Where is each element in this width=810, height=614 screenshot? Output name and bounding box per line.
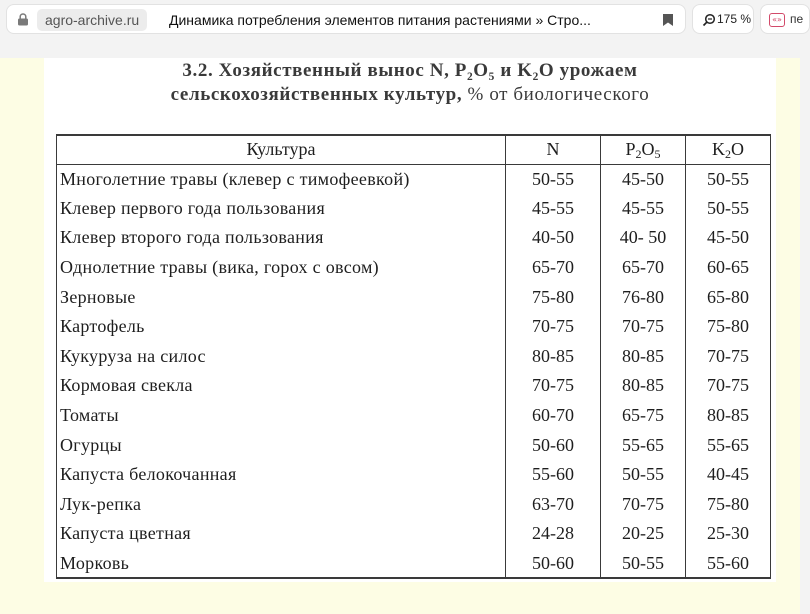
- domain-chip[interactable]: agro-archive.ru: [37, 9, 147, 31]
- k2o-value-cell: 70-75: [686, 371, 771, 401]
- p2o5-value-cell: 45-55: [601, 194, 686, 224]
- table-row: [57, 460, 771, 490]
- crop-name-cell: Огурцы: [57, 430, 506, 460]
- crop-name-cell: Капуста белокочанная: [57, 460, 506, 490]
- zoom-level: 175 %: [717, 12, 752, 26]
- p2o5-value-cell: 45-50: [601, 164, 686, 194]
- n-value-cell: 50-60: [506, 549, 601, 579]
- p2o5-value-cell: 80-85: [601, 342, 686, 372]
- table-row: [57, 223, 771, 253]
- header-crop: Культура: [57, 135, 506, 164]
- table-row: [57, 549, 771, 579]
- p2o5-value-cell: 70-75: [601, 312, 686, 342]
- crop-name-cell: Картофель: [57, 312, 506, 342]
- zoom-control[interactable]: [692, 4, 754, 34]
- n-value-cell: 24-28: [506, 519, 601, 549]
- n-value-cell: 75-80: [506, 282, 601, 312]
- p2o5-value-cell: 70-75: [601, 490, 686, 520]
- k2o-value-cell: 75-80: [686, 312, 771, 342]
- p2o5-value-cell: 76-80: [601, 282, 686, 312]
- n-value-cell: 40-50: [506, 223, 601, 253]
- crop-name-cell: Многолетние травы (клевер с тимофеевкой): [57, 164, 506, 194]
- extension-button[interactable]: [760, 4, 810, 34]
- table-row: [57, 342, 771, 372]
- page-content: [0, 58, 800, 614]
- crop-name-cell: Клевер второго года пользования: [57, 223, 506, 253]
- table-row: [57, 519, 771, 549]
- k2o-value-cell: 70-75: [686, 342, 771, 372]
- p2o5-value-cell: 40- 50: [601, 223, 686, 253]
- header-p2o5: $P_2O_5$: [601, 135, 686, 164]
- p2o5-value-cell: 55-65: [601, 430, 686, 460]
- n-value-cell: 70-75: [506, 371, 601, 401]
- k2o-value-cell: 50-55: [686, 164, 771, 194]
- crop-name-cell: Клевер первого года пользования: [57, 194, 506, 224]
- p2o5-value-cell: 20-25: [601, 519, 686, 549]
- table-row: [57, 430, 771, 460]
- crop-name-cell: Зерновые: [57, 282, 506, 312]
- table-row: [57, 282, 771, 312]
- table-row: [57, 490, 771, 520]
- n-value-cell: 65-70: [506, 253, 601, 283]
- browser-toolbar: [0, 0, 804, 40]
- k2o-value-cell: 80-85: [686, 401, 771, 431]
- k2o-value-cell: 55-65: [686, 430, 771, 460]
- nutrient-table: [56, 134, 771, 579]
- crop-name-cell: Капуста цветная: [57, 519, 506, 549]
- n-value-cell: 50-60: [506, 430, 601, 460]
- crop-name-cell: Кормовая свекла: [57, 371, 506, 401]
- extension-label: пе: [790, 12, 804, 26]
- table-row: [57, 312, 771, 342]
- page-title[interactable]: Динамика потребления элементов питания растениями » Стро...: [169, 12, 591, 28]
- p2o5-value-cell: 80-85: [601, 371, 686, 401]
- k2o-value-cell: 55-60: [686, 549, 771, 579]
- heading-bold-part: сельскохозяйственных культур,: [170, 84, 463, 105]
- p2o5-value-cell: 50-55: [601, 549, 686, 579]
- quote-icon: «»: [769, 13, 785, 27]
- heading-normal-part: % от биологического: [462, 84, 650, 105]
- k2o-value-cell: 60-65: [686, 253, 771, 283]
- table-row: [57, 194, 771, 224]
- n-value-cell: 80-85: [506, 342, 601, 372]
- k2o-value-cell: 65-80: [686, 282, 771, 312]
- crop-name-cell: Однолетние травы (вика, горох с овсом): [57, 253, 506, 283]
- lock-icon[interactable]: [17, 13, 29, 26]
- crop-name-cell: Кукуруза на силос: [57, 342, 506, 372]
- p2o5-value-cell: 50-55: [601, 460, 686, 490]
- p2o5-value-cell: 65-75: [601, 401, 686, 431]
- n-value-cell: 45-55: [506, 194, 601, 224]
- address-bar[interactable]: [6, 4, 686, 34]
- crop-name-cell: Морковь: [57, 549, 506, 579]
- k2o-value-cell: 45-50: [686, 223, 771, 253]
- k2o-value-cell: 75-80: [686, 490, 771, 520]
- table-row: [57, 253, 771, 283]
- table-header-row: [57, 135, 771, 164]
- table-heading-line1: 3.2. Хозяйственный вынос N, P₂O₅ и K₂O урожаем: [182, 60, 638, 81]
- crop-name-cell: Томаты: [57, 401, 506, 431]
- table-row: [57, 371, 771, 401]
- k2o-value-cell: 40-45: [686, 460, 771, 490]
- k2o-value-cell: 25-30: [686, 519, 771, 549]
- p2o5-value-cell: 65-70: [601, 253, 686, 283]
- table-heading-line2: [44, 84, 776, 106]
- table-row: [57, 401, 771, 431]
- header-n: N: [506, 135, 601, 164]
- n-value-cell: 60-70: [506, 401, 601, 431]
- k2o-value-cell: 50-55: [686, 194, 771, 224]
- bookmark-icon[interactable]: [662, 13, 674, 27]
- header-k2o: $K_2O$: [686, 135, 771, 164]
- table-row: [57, 164, 771, 194]
- n-value-cell: 63-70: [506, 490, 601, 520]
- zoom-icon: [702, 13, 716, 27]
- n-value-cell: 50-55: [506, 164, 601, 194]
- crop-name-cell: Лук-репка: [57, 490, 506, 520]
- n-value-cell: 70-75: [506, 312, 601, 342]
- n-value-cell: 55-60: [506, 460, 601, 490]
- document-scan: [44, 58, 776, 582]
